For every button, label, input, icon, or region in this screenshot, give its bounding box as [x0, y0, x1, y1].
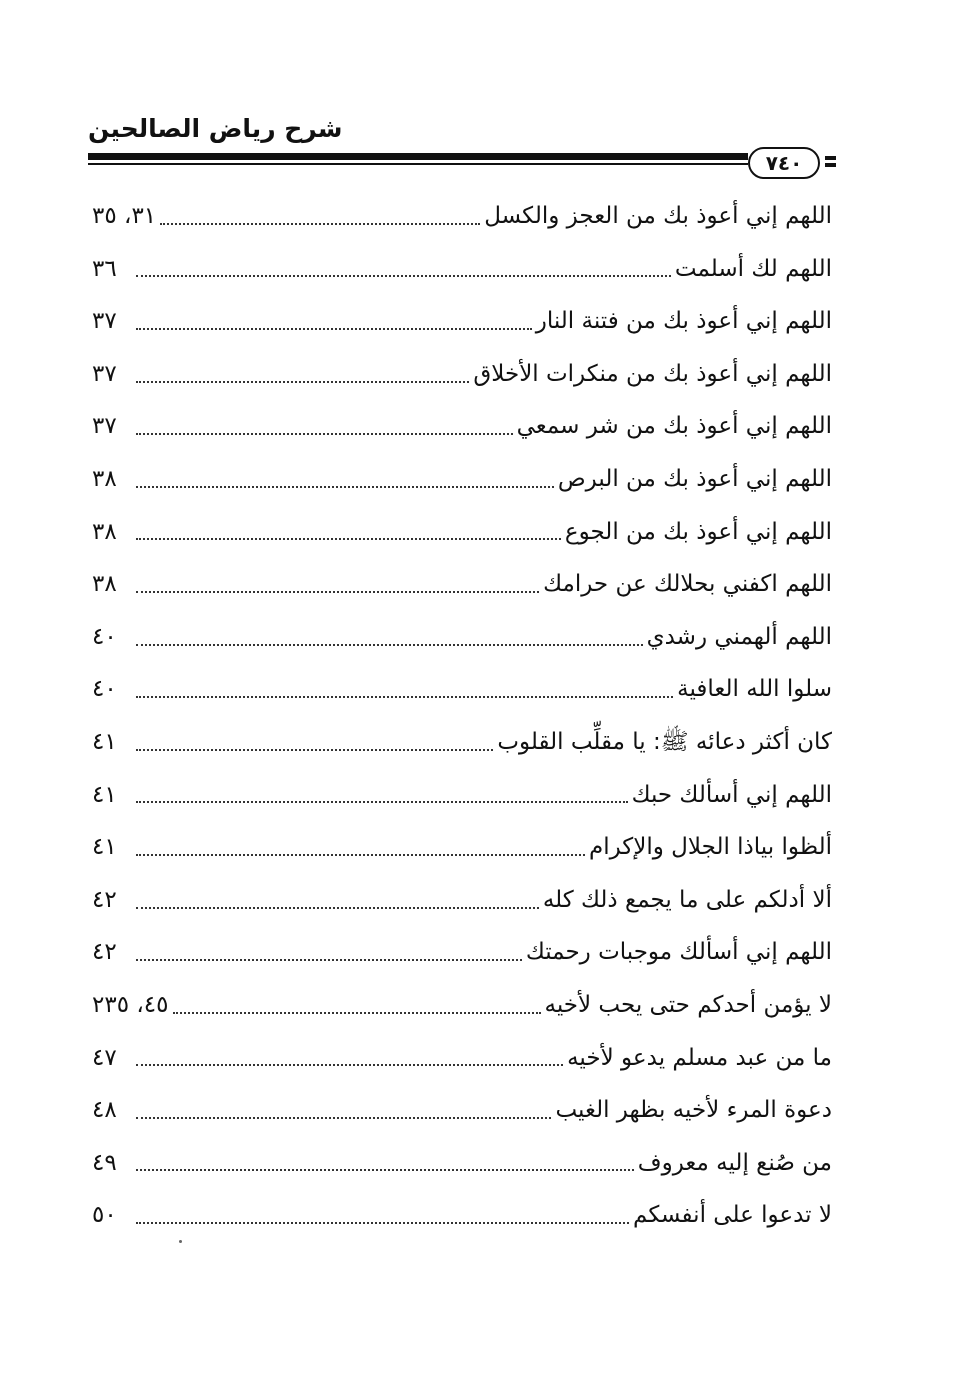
entry-text: من صُنع إليه معروف	[637, 1149, 832, 1176]
dot-leader	[173, 1011, 541, 1014]
entry-text: لا تدعوا على أنفسكم	[633, 1202, 832, 1229]
entry-page-ref: ٤٧	[92, 1044, 117, 1071]
entry-page-ref: ٤١	[92, 834, 117, 861]
entry-text: اللهم ألهمني رشدي	[646, 623, 832, 650]
entry-text: دعوة المرء لأخيه بظهر الغيب	[555, 1097, 832, 1124]
entry-text: اللهم اكفني بحلالك عن حرامك	[543, 571, 832, 598]
entry-page-ref: ٣٨	[92, 571, 117, 598]
entry-page-ref: ٥٠	[92, 1202, 117, 1229]
dot-leader	[136, 537, 561, 540]
entry-page-ref: ٣٨	[92, 518, 117, 545]
header-rule	[88, 147, 836, 183]
dot-leader	[136, 643, 643, 646]
dot-leader	[136, 274, 671, 277]
entry-page-ref: ٣٧	[92, 413, 117, 440]
entry-page-ref: ٣٦	[92, 255, 117, 282]
entry-text: ألا أدلكم على ما يجمع ذلك كله	[542, 886, 832, 913]
dot-leader	[136, 1116, 551, 1119]
entry-page-ref: ٤٥، ٢٣٥	[92, 991, 169, 1018]
entry-page-ref: ٤٢	[92, 886, 117, 913]
index-entry	[92, 716, 832, 769]
entry-text: اللهم إني أعوذ بك من البرص	[557, 465, 832, 492]
index-entry	[92, 979, 832, 1032]
index-entry	[92, 821, 832, 874]
dot-leader	[136, 1063, 563, 1066]
entry-text: ما من عبد مسلم يدعو لأخيه	[567, 1044, 832, 1071]
index-entry	[92, 243, 832, 296]
index-entry	[92, 558, 832, 611]
entry-text: اللهم إني أعوذ بك من شر سمعي	[516, 413, 832, 440]
dot-leader	[136, 327, 532, 330]
header-rule-end-mark	[825, 163, 836, 167]
dot-leader	[136, 432, 513, 435]
dot-leader	[136, 800, 628, 803]
index-entry	[92, 1084, 832, 1137]
entry-page-ref: ٤١	[92, 728, 117, 755]
dot-leader	[160, 222, 480, 225]
entry-text: اللهم إني أعوذ بك من منكرات الأخلاق	[473, 360, 832, 387]
entry-text: سلوا الله العافية	[677, 676, 832, 703]
dot-leader	[136, 1168, 634, 1171]
index-entry	[92, 611, 832, 664]
index-entry	[92, 400, 832, 453]
index-entry	[92, 295, 832, 348]
index-entry	[92, 874, 832, 927]
entry-page-ref: ٤٠	[92, 676, 117, 703]
dot-leader	[136, 695, 673, 698]
entry-text: اللهم لك أسلمت	[674, 255, 832, 282]
entry-text: اللهم إني أسألك حبك	[631, 781, 832, 808]
index-entry	[92, 506, 832, 559]
dot-leader	[136, 906, 539, 909]
entry-page-ref: ٤٠	[92, 623, 117, 650]
dot-leader	[136, 485, 554, 488]
index-entry	[92, 348, 832, 401]
index-entry	[92, 1032, 832, 1085]
index-entry	[92, 453, 832, 506]
index-list	[92, 190, 832, 1242]
entry-page-ref: ٤١	[92, 781, 117, 808]
entry-text: لا يؤمن أحدكم حتى يحب لأخيه	[544, 991, 832, 1018]
dot-leader	[136, 748, 493, 751]
entry-text: اللهم إني أعوذ بك من العجز والكسل	[484, 203, 832, 229]
entry-page-ref: ٣٧	[92, 308, 117, 335]
entry-page-ref: ٣٨	[92, 465, 117, 492]
entry-text: اللهم إني أعوذ بك من الجوع	[564, 518, 832, 545]
entry-page-ref: ٣٧	[92, 360, 117, 387]
header-rule-end-mark	[825, 156, 836, 160]
page-number: ٧٤٠	[748, 147, 820, 179]
index-entry	[92, 1189, 832, 1242]
entry-page-ref: ٤٨	[92, 1097, 117, 1124]
entry-text: اللهم إني أسألك موجبات رحمتك	[525, 939, 832, 966]
index-entry	[92, 190, 832, 243]
entry-page-ref: ٣١، ٣٥	[92, 203, 157, 229]
entry-text: ألظوا بياذا الجلال والإكرام	[588, 834, 832, 861]
scan-speck	[179, 1240, 182, 1243]
index-entry	[92, 926, 832, 979]
header-rule-thick	[88, 153, 748, 160]
entry-text: كان أكثر دعائه ﷺ: يا مقلِّب القلوب	[497, 728, 832, 755]
book-title: شرح رياض الصالحين	[88, 114, 343, 143]
dot-leader	[136, 1221, 629, 1224]
header-rule-thin	[88, 163, 748, 165]
dot-leader	[136, 380, 469, 383]
index-entry	[92, 663, 832, 716]
dot-leader	[136, 590, 539, 593]
index-entry	[92, 769, 832, 822]
index-entry	[92, 1137, 832, 1190]
dot-leader	[136, 853, 585, 856]
entry-page-ref: ٤٩	[92, 1149, 117, 1176]
entry-text: اللهم إني أعوذ بك من فتنة النار	[535, 308, 832, 335]
dot-leader	[136, 958, 522, 961]
entry-page-ref: ٤٢	[92, 939, 117, 966]
